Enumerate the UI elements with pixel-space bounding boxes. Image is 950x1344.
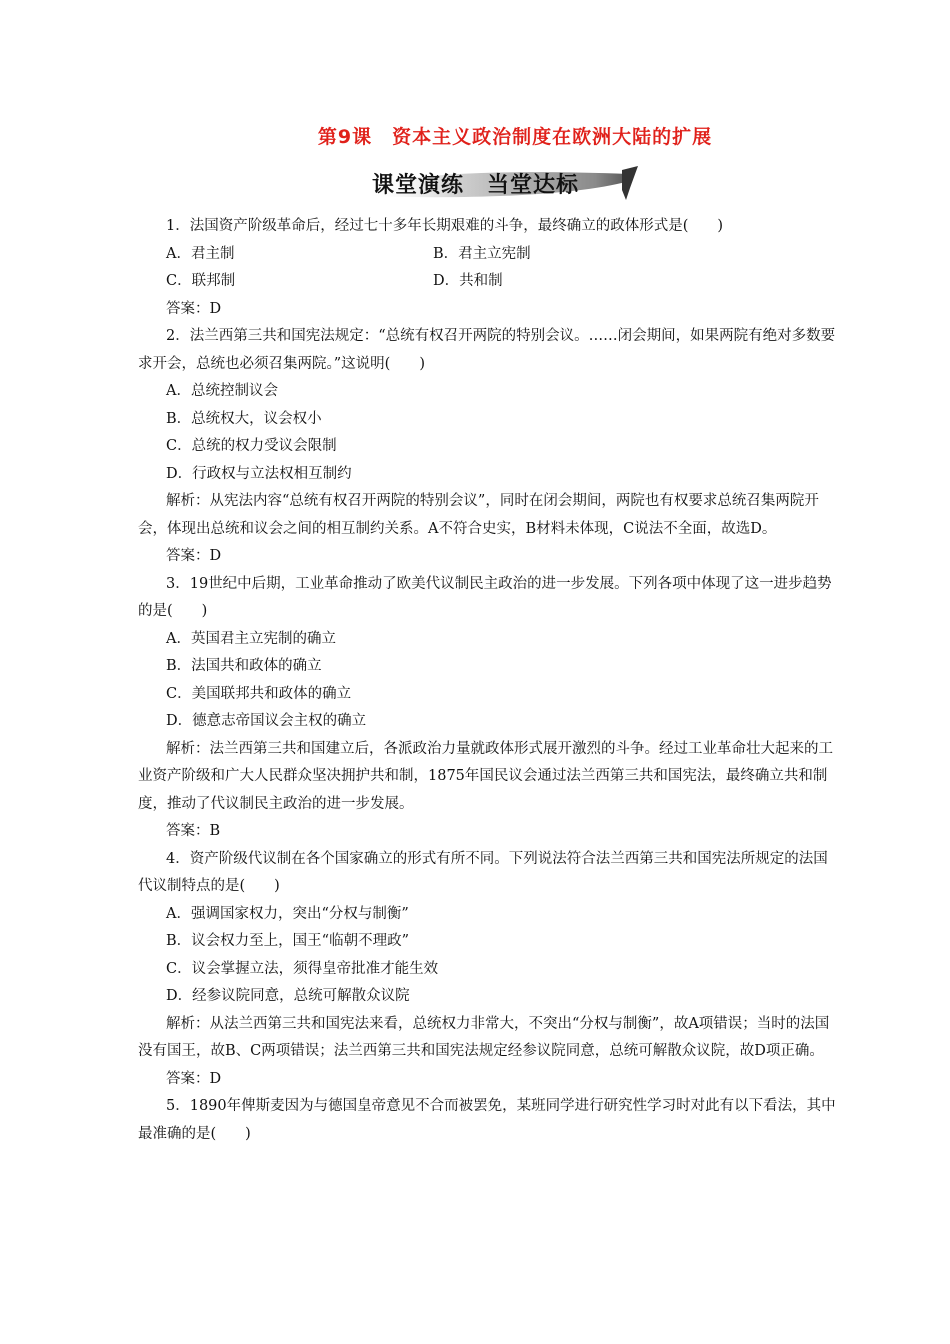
question-1-option-a: A．君主制	[166, 245, 235, 262]
question-1-options-row-2	[138, 268, 838, 296]
question-list	[138, 213, 838, 1148]
question-4-option-b: B．议会权力至上，国王“临朝不理政”	[166, 933, 409, 949]
question-2-answer: 答案：D	[166, 548, 222, 564]
question-3-option-b: B．法国共和政体的确立	[166, 658, 322, 674]
question-3-analysis: 解析：法兰西第三共和国建立后，各派政治力量就政体形式展开激烈的斗争。经过工业革命壮大起来的工业资产阶级和广大人民群众坚决拥护共和制，1875年国民议会通过法兰西第三共和国宪法，最终确立共和制度，推动了代议制民主政治的进一步发展。	[138, 740, 833, 812]
question-2-option-c: C．总统的权力受议会限制	[166, 438, 337, 454]
page-title: 第9课 资本主义政治制度在欧洲大陆的扩展	[317, 126, 713, 148]
section-banner-text: 课堂演练 当堂达标	[372, 173, 580, 198]
question-1-option-c: C．联邦制	[166, 273, 236, 289]
question-2-option-d: D．行政权与立法权相互制约	[166, 465, 352, 482]
question-2-analysis: 解析：从宪法内容“总统有权召开两院的特别会议”，同时在闭会期间，两院也有权要求总统召集两院开会，体现出总统和议会之间的相互制约关系。A不符合史实，B材料未体现，C说法不全面，故选D。	[138, 493, 819, 537]
question-2-option-b: B．总统权大，议会权小	[166, 410, 322, 427]
question-1-options-row-1	[138, 241, 838, 269]
question-1-answer: 答案：D	[166, 300, 222, 317]
question-4-stem: 4．资产阶级代议制在各个国家确立的形式有所不同。下列说法符合法兰西第三共和国宪法所规定的法国代议制特点的是( )	[138, 850, 828, 894]
question-3-option-c: C．美国联邦共和政体的确立	[166, 685, 352, 702]
question-3-answer: 答案：B	[166, 823, 221, 839]
question-5-stem: 5．1890年俾斯麦因为与德国皇帝意见不合而被罢免，某班同学进行研究性学习时对此有以下看法，其中最准确的是( )	[138, 1098, 836, 1142]
question-3-option-d: D．德意志帝国议会主权的确立	[166, 713, 367, 729]
question-1-option-b: B．君主立宪制	[433, 245, 531, 262]
question-3-option-a: A．英国君主立宪制的确立	[166, 630, 336, 647]
question-1-option-d: D．共和制	[433, 273, 503, 289]
question-4-answer: 答案：D	[166, 1070, 222, 1087]
question-4-option-a: A．强调国家权力，突出“分权与制衡”	[166, 905, 409, 922]
question-3-stem: 3．19世纪中后期，工业革命推动了欧美代议制民主政治的进一步发展。下列各项中体现了这一进步趋势的是( )	[138, 575, 832, 619]
question-4-option-d: D．经参议院同意，总统可解散众议院	[166, 988, 410, 1004]
question-4-option-c: C．议会掌握立法，须得皇帝批准才能生效	[166, 960, 439, 977]
question-2-stem: 2．法兰西第三共和国宪法规定：“总统有权召开两院的特别会议。……闭会期间，如果两院有绝对多数要求开会，总统也必须召集两院。”这说明( )	[138, 328, 836, 372]
question-1-stem: 1．法国资产阶级革命后，经过七十多年长期艰难的斗争，最终确立的政体形式是( )	[166, 218, 724, 234]
question-2-option-a: A．总统控制议会	[166, 383, 278, 399]
section-banner	[360, 162, 640, 206]
question-4-analysis: 解析：从法兰西第三共和国宪法来看，总统权力非常大，不突出“分权与制衡”，故A项错误；当时的法国没有国王，故B、C两项错误；法兰西第三共和国宪法规定经参议院同意，总统可解散众议院，故D项正确。	[138, 1015, 830, 1059]
